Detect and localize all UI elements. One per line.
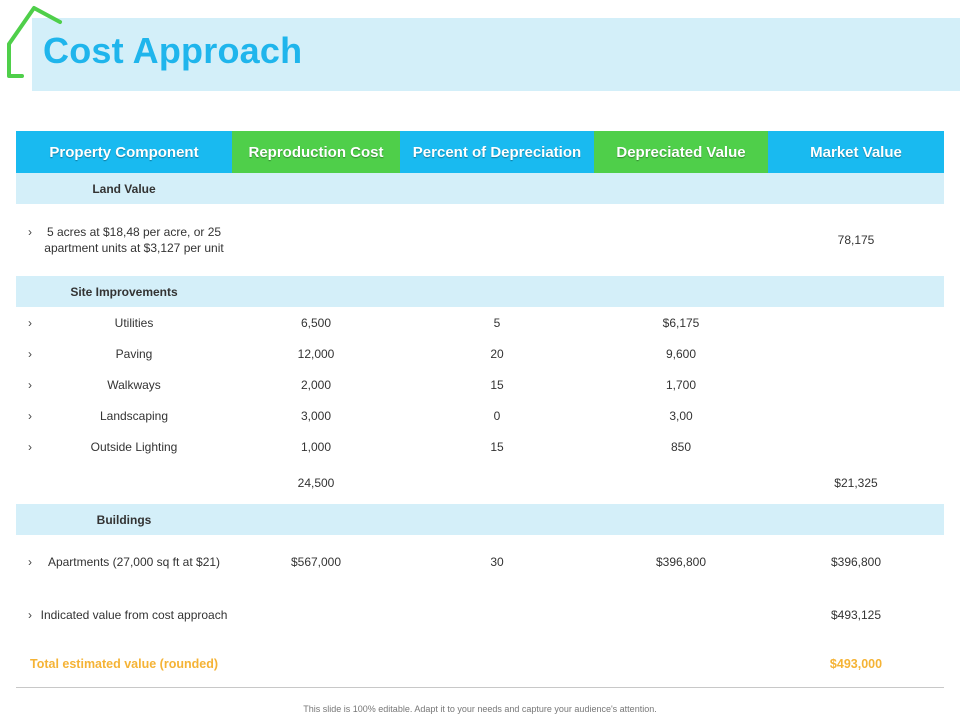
row-label: 5 acres at $18,48 per acre, or 25 apartment units at $3,127 per unit (44, 225, 224, 255)
percent-depreciation-cell: 20 (490, 346, 504, 361)
section-title: Buildings (16, 504, 232, 535)
row-label: Walkways (107, 377, 161, 392)
percent-depreciation-cell: 5 (493, 315, 501, 330)
section-title: Land Value (16, 173, 232, 204)
total-label: Total estimated value (rounded) (16, 641, 232, 687)
chevron-right-icon: › (28, 377, 32, 392)
reproduction-cost-cell: 3,000 (300, 408, 332, 423)
table-row (16, 338, 944, 369)
table-row (16, 535, 944, 588)
section-row-buildings (16, 504, 944, 535)
row-label: Paving (115, 346, 153, 361)
reproduction-cost-cell: 1,000 (300, 439, 332, 454)
chevron-right-icon: › (28, 439, 32, 454)
market-value-cell: 78,175 (837, 233, 875, 247)
subtotal-row (16, 462, 944, 504)
total-market-cell: $493,000 (768, 641, 944, 687)
row-label-cell (16, 204, 232, 276)
row-label: Outside Lighting (90, 439, 178, 454)
section-row-land-value (16, 173, 944, 204)
subtotal-reproduction-cell: 24,500 (297, 476, 335, 490)
chevron-right-icon: › (28, 315, 32, 330)
depreciated-value-cell: 3,00 (669, 408, 693, 423)
header-property-component: Property Component (16, 131, 232, 173)
chevron-right-icon: › (28, 346, 32, 361)
subtotal-market-cell: $21,325 (834, 476, 878, 490)
reproduction-cost-cell: 12,000 (297, 346, 335, 361)
depreciated-value-cell: $396,800 (655, 554, 707, 569)
row-label: Indicated value from cost approach (40, 607, 228, 622)
row-label: Apartments (27,000 sq ft at $21) (47, 554, 221, 569)
depreciated-value-cell: 9,600 (665, 346, 697, 361)
cost-approach-table (16, 131, 944, 688)
percent-depreciation-cell: 0 (493, 408, 501, 423)
total-row (16, 641, 944, 687)
row-label: Landscaping (99, 408, 169, 423)
section-title: Site Improvements (16, 276, 232, 307)
reproduction-cost-cell: $567,000 (290, 554, 342, 569)
market-value-cell: $493,125 (830, 607, 882, 622)
table-row (16, 369, 944, 400)
header-reproduction-cost: Reproduction Cost (232, 131, 400, 173)
header-market-value: Market Value (768, 131, 944, 173)
footer-note: This slide is 100% editable. Adapt it to your needs and capture your audience's attention. (303, 704, 657, 714)
header-depreciated-value: Depreciated Value (594, 131, 768, 173)
header-percent-depreciation: Percent of Depreciation (400, 131, 594, 173)
reproduction-cost-cell: 2,000 (300, 377, 332, 392)
table-row (16, 204, 944, 276)
chevron-right-icon: › (28, 554, 32, 569)
percent-depreciation-cell: 30 (490, 554, 504, 569)
reproduction-cost-cell: 6,500 (300, 315, 332, 330)
page-title: Cost Approach (43, 30, 303, 71)
table-row (16, 588, 944, 641)
market-value-cell: $396,800 (830, 554, 882, 569)
chevron-right-icon: › (28, 607, 32, 622)
chevron-right-icon: › (28, 225, 32, 239)
chevron-right-icon: › (28, 408, 32, 423)
table-row (16, 400, 944, 431)
section-row-site-improvements (16, 276, 944, 307)
table-header-row (16, 131, 944, 173)
table-row (16, 431, 944, 462)
depreciated-value-cell: 850 (670, 439, 692, 454)
depreciated-value-cell: $6,175 (662, 315, 700, 330)
table-row (16, 307, 944, 338)
percent-depreciation-cell: 15 (490, 439, 504, 454)
row-label: Utilities (114, 315, 154, 330)
depreciated-value-cell: 1,700 (665, 377, 697, 392)
percent-depreciation-cell: 15 (490, 377, 504, 392)
